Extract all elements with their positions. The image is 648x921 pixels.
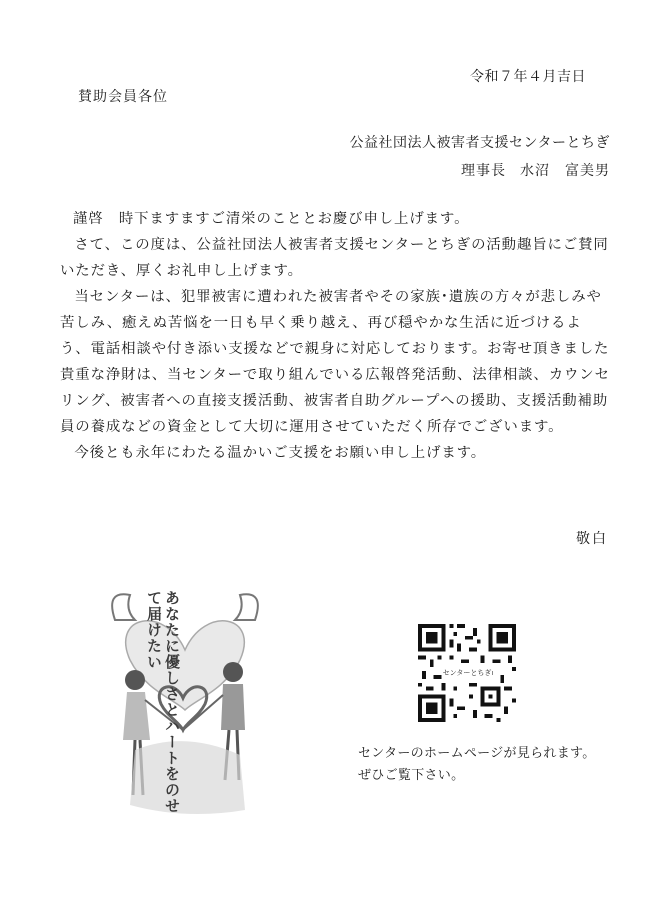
homepage-note: センターのホームページが見られます。 [358,746,596,761]
qr-center-label: センターとちぎ [442,666,492,680]
sender-organization: 公益社団法人被害者支援センターとちぎ [349,135,610,151]
body-paragraph: さて、この度は、公益社団法人被害者支援センターとちぎの活動趣旨にご賛同いただき、厚くお礼申し上げます。 [60,237,609,279]
signer-title: 理事長 [461,163,506,179]
addressee: 賛助会員各位 [78,89,168,105]
support-illustration [105,580,265,825]
signer-name: 水沼 富美男 [520,163,610,179]
greeting-paragraph: 謹啓 時下ますますご清栄のこととお慶び申し上げます。 [72,211,470,227]
homepage-note-sub: ぜひご覧下さい。 [358,768,465,783]
closing-remark: 敬白 [576,531,608,547]
heart-hands-illustration [105,580,265,825]
body-paragraph: 当センターは、犯罪被害に遭われた被害者やその家族･遺族の方々が悲しみや苦しみ、癒えぬ苦悩を一日も早く乗り越え、再び穏やかな生活に近づけるよう、電話相談や付き添い支援などで親身に対応しております。お寄せ頂きました貴重な浄財は、当センターで取り組んでいる広報啓発活動、法律相談、カウンセリング、被害者への直接支援活動、被害者自助グループへの援助、支援活動補助員の養成などの資金として大切に運用させていただく所存でございます。 [60,289,610,435]
illustration-caption: あなたに優しさとハートをのせて届けたい [145,590,181,814]
letter-date: 令和７年４月吉日 [470,69,586,85]
sender-signature [461,160,610,180]
letter-body [60,206,612,466]
body-paragraph: 今後とも永年にわたる温かいご支援をお願い申し上げます。 [74,445,487,461]
